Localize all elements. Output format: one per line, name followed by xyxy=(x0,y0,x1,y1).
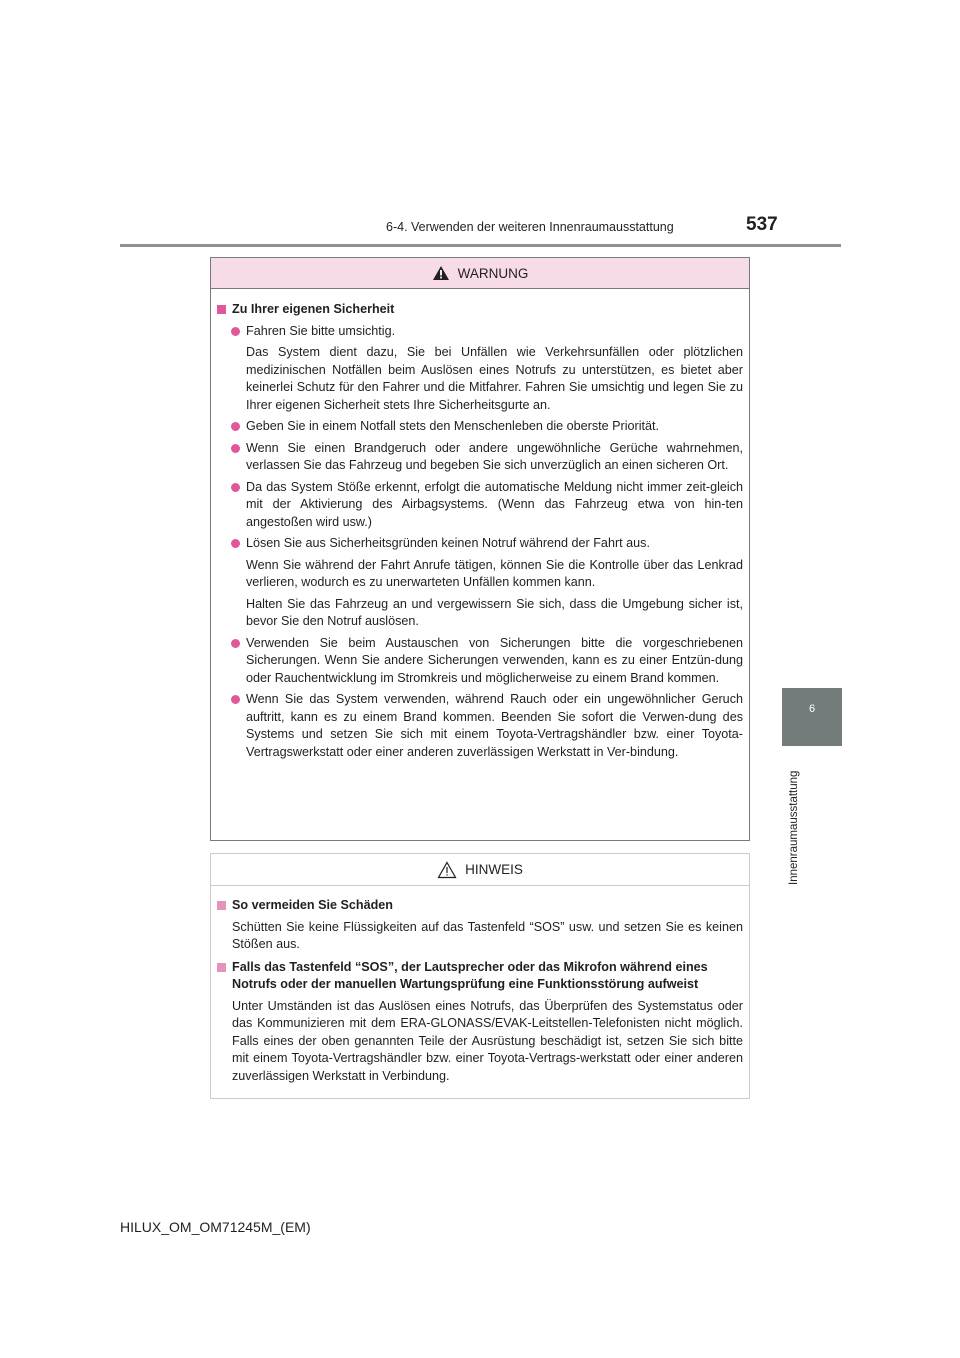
round-bullet-icon xyxy=(231,695,240,704)
round-bullet-icon xyxy=(231,422,240,431)
round-bullet-icon xyxy=(231,444,240,453)
bullet-text: Fahren Sie bitte umsichtig. xyxy=(246,323,396,338)
round-bullet-icon xyxy=(231,539,240,548)
warning-box xyxy=(210,257,750,841)
warning-items xyxy=(217,323,743,762)
round-bullet-icon xyxy=(231,639,240,648)
round-bullet-icon xyxy=(231,327,240,336)
warning-bullet-item xyxy=(217,691,743,761)
warning-section-title: Zu Ihrer eigenen Sicherheit xyxy=(217,301,743,319)
warning-paragraph: Halten Sie das Fahrzeug an und vergewissern Sie sich, dass die Umgebung sicher ist, bevor Sie den Notruf auslösen. xyxy=(246,596,743,628)
warning-title: WARNUNG xyxy=(457,265,529,281)
square-bullet-icon xyxy=(217,901,226,910)
warning-bullet-item xyxy=(217,418,743,436)
note-title: HINWEIS xyxy=(465,862,523,877)
note-section-title: So vermeiden Sie Schäden xyxy=(217,897,743,915)
round-bullet-icon xyxy=(231,483,240,492)
caution-triangle-icon xyxy=(437,861,457,879)
page-number: 537 xyxy=(746,214,778,235)
bullet-text: Da das System Stöße erkennt, erfolgt die automatische Meldung nicht immer zeit-gleich mit der Aktivierung des Airbagsystems. (Wenn das Fahrzeug etwa von hin-ten angestoßen wird usw.) xyxy=(246,479,743,529)
warning-paragraph: Das System dient dazu, Sie bei Unfällen wie Verkehrsunfällen oder plötzlichen medizinischen Notfällen beim Auslösen eines Notrufs zu unterstützen, es bietet aber keinerlei Schutz für den Fahrer und die Mitfahrer. Fahren Sie umsichtig und legen Sie zu Ihrer eigenen Sicherheit stets Ihre Sicherheitsgurte an. xyxy=(246,345,743,412)
chapter-tab xyxy=(782,688,842,746)
note-section-title: Falls das Tastenfeld “SOS”, der Lautsprecher oder das Mikrofon während eines Notrufs oder der manuellen Wartungsprüfung eine Funktionsstörung aufweist xyxy=(217,959,743,994)
warning-triangle-icon xyxy=(432,265,450,281)
chapter-number: 6 xyxy=(808,703,816,715)
header-divider xyxy=(120,244,841,247)
bullet-text: Wenn Sie das System verwenden, während Rauch oder ein ungewöhnlicher Geruch auftritt, kann es zu einem Brand kommen. Beenden Sie sofort die Verwen-dung des Systems und setzen Sie sich mit einem Toyota-Vertragshändler bzw. einer Toyota-Vertragswerkstatt oder einer anderen zuverlässigen Werkstatt in Ver-bindung. xyxy=(246,692,743,759)
document-id: HILUX_OM_OM71245M_(EM) xyxy=(120,1219,311,1235)
warning-paragraph: Wenn Sie während der Fahrt Anrufe tätigen, können Sie die Kontrolle über das Lenkrad verlieren, wodurch es zu unerwarteten Unfällen kommen kann. xyxy=(246,557,743,589)
warning-bullet-item xyxy=(217,440,743,475)
square-bullet-icon xyxy=(217,963,226,972)
bullet-text: Lösen Sie aus Sicherheitsgründen keinen Notruf während der Fahrt aus. xyxy=(246,536,650,550)
warning-bullet-item xyxy=(217,535,743,553)
warning-bullet-item xyxy=(217,635,743,688)
warning-bullet-item xyxy=(217,479,743,532)
note-header xyxy=(211,854,749,886)
warning-content xyxy=(211,289,749,761)
warning-bullet-item xyxy=(217,323,743,341)
chapter-label: Innenraumausstattung xyxy=(788,770,800,886)
square-bullet-icon xyxy=(217,305,226,314)
section-header: 6-4. Verwenden der weiteren Innenraumausstattung xyxy=(386,220,674,234)
note-content xyxy=(211,886,749,1085)
note-paragraph: Unter Umständen ist das Auslösen eines Notrufs, das Überprüfen des Systemstatus oder das Kommunizieren mit dem ERA-GLONASS/EVAK-Leitstellen-Telefonisten nicht möglich. Falls eines der oben genannten Teile der Ausrüstung beschädigt ist, setzen Sie sich bitte mit einem Toyota-Vertragshändler bzw. einer Toyota-Vertrags-werkstatt oder einer anderen zuverlässigen Werkstatt in Verbindung. xyxy=(232,998,743,1083)
warning-header xyxy=(211,258,749,289)
bullet-text: Wenn Sie einen Brandgeruch oder andere ungewöhnliche Gerüche wahrnehmen, verlassen Sie das Fahrzeug und begeben Sie sich unverzüglich an einen sicheren Ort. xyxy=(246,440,743,472)
note-paragraph: Schütten Sie keine Flüssigkeiten auf das Tastenfeld “SOS” usw. und setzen Sie es keinen Stößen aus. xyxy=(232,919,743,951)
bullet-text: Verwenden Sie beim Austauschen von Sicherungen bitte die vorgeschriebenen Sicherungen. Wenn Sie andere Sicherungen verwenden, kann es zu einer Entzün-dung oder Rauchentwicklung im Stromkreis und möglicherweise zu einem Brand kommen. xyxy=(246,635,743,685)
bullet-text: Geben Sie in einem Notfall stets den Menschenleben die oberste Priorität. xyxy=(246,419,660,433)
note-box xyxy=(210,853,750,1099)
